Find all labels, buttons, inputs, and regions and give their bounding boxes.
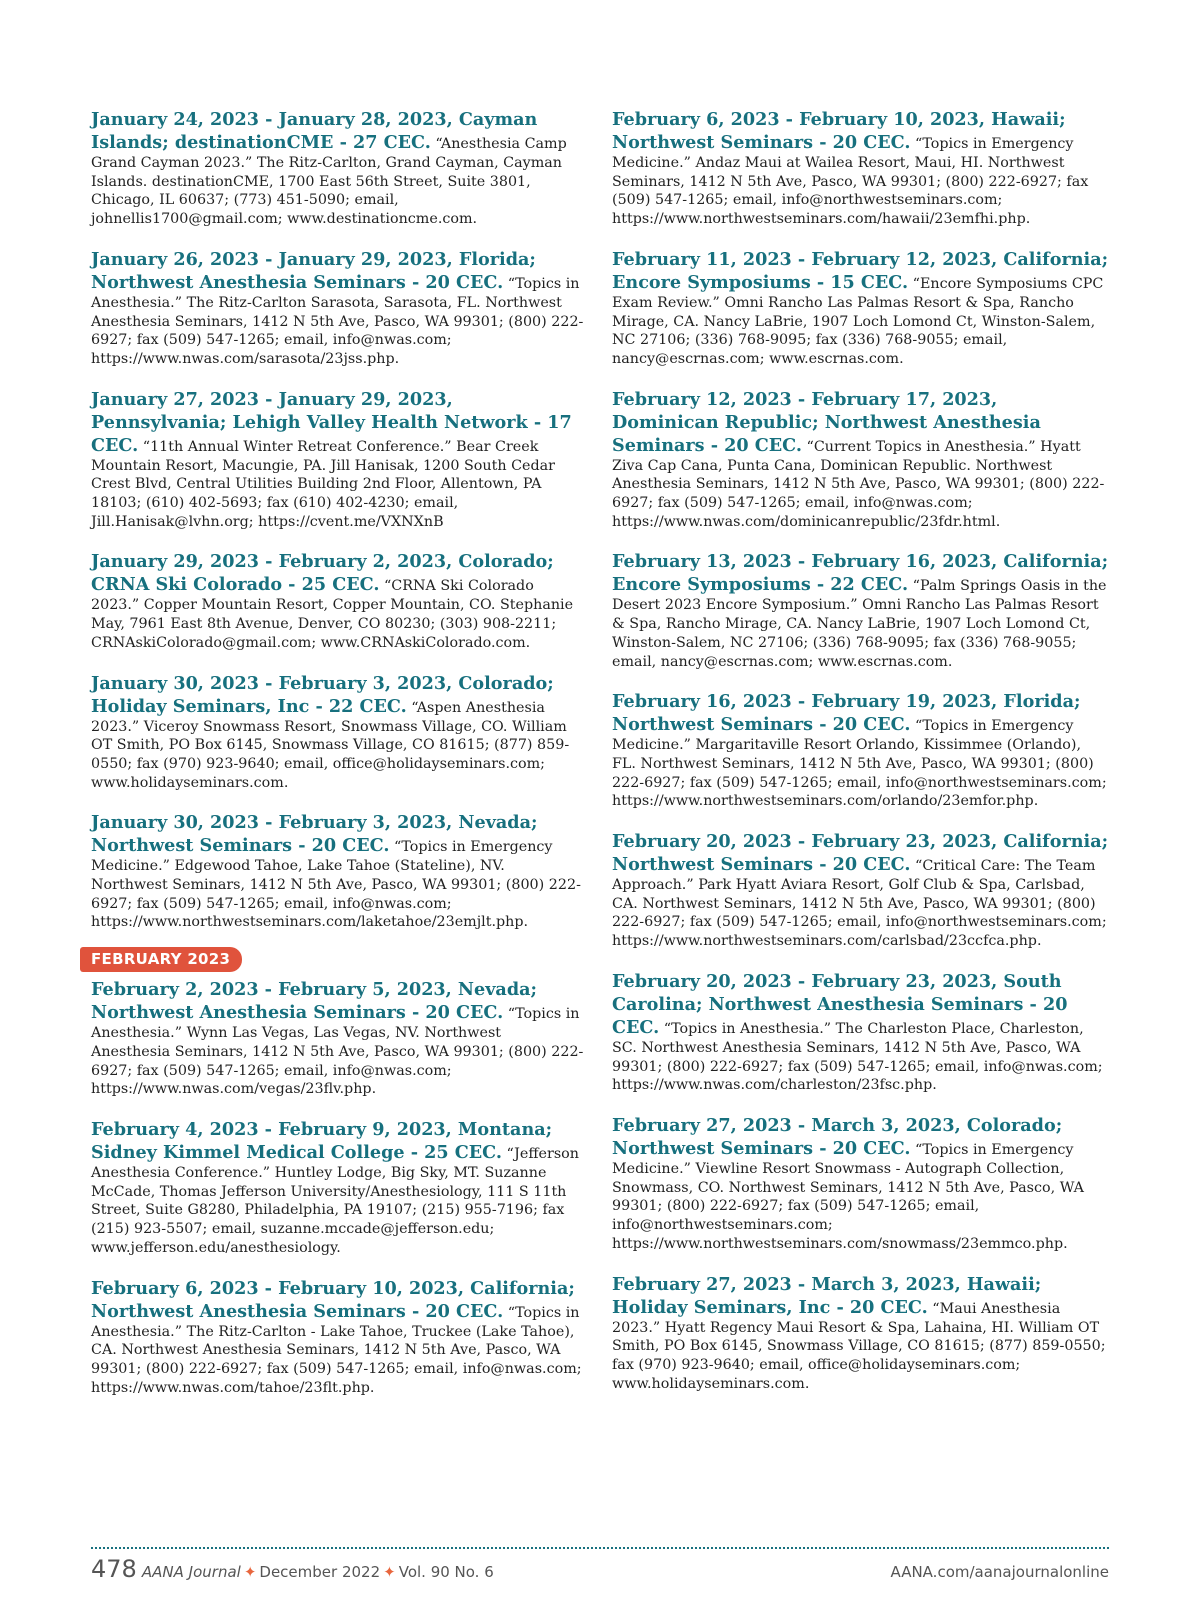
event-details: “Palm Springs Oasis in the Desert 2023 Encore Symposium.” Omni Rancho Las Palmas Resort & Spa, Rancho Mirage, CA. Nancy LaBrie, 1907 Loch Lomond Ct, Winston-Salem, NC 27106; (336) 768-9095; fax (336) 768-9055; email, nancy@escrnas.com; www.escrnas.com. <box>612 578 1107 670</box>
event-details: “Jefferson Anesthesia Conference.” Huntley Lodge, Big Sky, MT. Suzanne McCade, Thomas Jefferson University/Anesthesiology, 111 S 11th Street, Suite G8280, Philadelphia, PA 19107; (215) 955-7196; fax (215) 923-5507; email, suzanne.mccade@jefferson.edu; www.jefferson.edu/anesthesiology. <box>91 1145 579 1256</box>
event-entry <box>612 970 1109 1095</box>
event-details: “Topics in Anesthesia.” Wynn Las Vegas, Las Vegas, NV. Northwest Anesthesia Seminars, 1412 N 5th Ave, Pasco, WA 99301; (800) 222-6927; fax (509) 547-1265; email, info@nwas.com; https://www.nwas.com/vegas/23flv.php. <box>91 1006 584 1098</box>
event-heading: February 27, 2023 - March 3, 2023, Colorado; Northwest Seminars - 20 CEC. <box>612 1114 1063 1159</box>
event-heading: February 4, 2023 - February 9, 2023, Montana; Sidney Kimmel Medical College - 25 CEC. <box>91 1118 553 1163</box>
separator-icon: ✦ <box>383 1563 396 1581</box>
event-entry <box>612 1114 1109 1254</box>
event-heading: February 11, 2023 - February 12, 2023, California; Encore Symposiums - 15 CEC. <box>612 248 1109 293</box>
event-heading: January 30, 2023 - February 3, 2023, Nevada; Northwest Seminars - 20 CEC. <box>91 812 538 857</box>
journal-url[interactable]: AANA.com/aanajournalonline <box>890 1563 1109 1581</box>
event-details: “CRNA Ski Colorado 2023.” Copper Mountain Resort, Copper Mountain, CO. Stephanie May, 7961 East 8th Avenue, Denver, CO 80230; (303) 908-2211; CRNAskiColorado@gmail.com; www.CRNAskiColorado.com. <box>91 578 574 651</box>
event-heading: February 6, 2023 - February 10, 2023, California; Northwest Anesthesia Seminars - 20 CEC. <box>91 1277 575 1322</box>
event-details: “11th Annual Winter Retreat Conference.” Bear Creek Mountain Resort, Macungie, PA. Jill Hanisak, 1200 South Cedar Crest Blvd, Central Utilities Building 2nd Floor, Allentown, PA 18103; (610) 402-5693; fax (610) 402-4230; email, Jill.Hanisak@lvhn.org; https://cvent.me/VXNXnB <box>91 438 555 530</box>
event-heading: January 29, 2023 - February 2, 2023, Colorado; CRNA Ski Colorado - 25 CEC. <box>91 551 554 596</box>
separator-icon: ✦ <box>243 1563 257 1581</box>
right-column <box>612 108 1109 1412</box>
event-entry <box>91 1118 584 1258</box>
volume-issue: Vol. 90 No. 6 <box>398 1563 494 1581</box>
event-heading: February 16, 2023 - February 19, 2023, Florida; Northwest Seminars - 20 CEC. <box>612 691 1081 736</box>
month-badge: FEBRUARY 2023 <box>80 947 242 972</box>
event-entry <box>91 550 584 652</box>
event-details: “Current Topics in Anesthesia.” Hyatt Ziva Cap Cana, Punta Cana, Dominican Republic. Northwest Anesthesia Seminars, 1412 N 5th Ave, Pasco, WA 99301; (800) 222-6927; fax (509) 547-1265; email, info@nwas.com; https://www.nwas.com/dominicanrepublic/23fdr.html. <box>612 438 1105 530</box>
event-entry <box>612 830 1109 951</box>
event-details: “Critical Care: The Team Approach.” Park Hyatt Aviara Resort, Golf Club & Spa, Carlsbad, CA. Northwest Seminars, 1412 N 5th Ave, Pasco, WA 99301; (800) 222-6927; fax (509) 547-1265; email, info@northwestseminars.com; https://www.northwestseminars.com/carlsbad/23ccfca.php. <box>612 858 1107 950</box>
event-entry <box>612 108 1109 229</box>
event-heading: February 13, 2023 - February 16, 2023, California; Encore Symposiums - 22 CEC. <box>612 551 1109 596</box>
event-heading: February 6, 2023 - February 10, 2023, Hawaii; Northwest Seminars - 20 CEC. <box>612 109 1066 153</box>
page-footer <box>91 1557 1109 1587</box>
event-details: “Topics in Anesthesia.” The Charleston Place, Charleston, SC. Northwest Anesthesia Seminars, 1412 N 5th Ave, Pasco, WA 99301; (800) 222-6927; fax (509) 547-1265; email, info@nwas.com; https://www.nwas.com/charleston/23fsc.php. <box>612 1020 1103 1094</box>
event-heading: February 20, 2023 - February 23, 2023, South Carolina; Northwest Anesthesia Seminars - 20 CEC. <box>612 970 1068 1038</box>
event-details: “Topics in Emergency Medicine.” Andaz Maui at Wailea Resort, Maui, HI. Northwest Seminars, 1412 N 5th Ave, Pasco, WA 99301; (800) 222-6927; fax (509) 547-1265; email, info@northwestseminars.com; https://www.northwestseminars.com/hawaii/23emfhi.php. <box>612 136 1089 228</box>
journal-name: AANA Journal <box>141 1563 241 1581</box>
event-heading: January 24, 2023 - January 28, 2023, Cayman Islands; destinationCME - 27 CEC. <box>91 109 538 153</box>
event-entry <box>91 388 584 532</box>
left-column <box>91 108 584 1416</box>
event-heading: February 20, 2023 - February 23, 2023, California; Northwest Seminars - 20 CEC. <box>612 831 1109 876</box>
event-entry <box>91 811 584 932</box>
footer-divider <box>91 1547 1109 1549</box>
event-details: “Anesthesia Camp Grand Cayman 2023.” The Ritz-Carlton, Grand Cayman, Cayman Islands. destinationCME, 1700 East 56th Street, Suite 3801, Chicago, IL 60637; (773) 451-5090; email, johnellis1700@gmail.com; www.destinationcme.com. <box>91 136 567 228</box>
event-entry <box>612 690 1109 811</box>
event-details: “Topics in Anesthesia.” The Ritz-Carlton Sarasota, Sarasota, FL. Northwest Anesthesia Seminars, 1412 N 5th Ave, Pasco, WA 99301; (800) 222-6927; fax (509) 547-1265; email, info@nwas.com; https://www.nwas.com/sarasota/23jss.php. <box>91 275 584 367</box>
event-details: “Maui Anesthesia 2023.” Hyatt Regency Maui Resort & Spa, Lahaina, HI. William OT Smith, PO Box 6145, Snowmass Village, CO 81615; (877) 859-0550; fax (970) 923-9640; email, office@holidayseminars.com; www.holidayseminars.com. <box>612 1300 1106 1392</box>
event-details: “Aspen Anesthesia 2023.” Viceroy Snowmass Resort, Snowmass Village, CO. William OT Smith, PO Box 6145, Snowmass Village, CO 81615; (877) 859-0550; fax (970) 923-9640; email, office@holidayseminars.com; www.holidayseminars.com. <box>91 699 570 791</box>
event-heading: January 30, 2023 - February 3, 2023, Colorado; Holiday Seminars, Inc - 22 CEC. <box>91 672 554 717</box>
event-entry <box>91 108 584 229</box>
event-heading: January 26, 2023 - January 29, 2023, Florida; Northwest Anesthesia Seminars - 20 CEC. <box>91 248 536 293</box>
event-heading: January 27, 2023 - January 29, 2023, Pennsylvania; Lehigh Valley Health Network - 17 CEC. <box>91 388 572 456</box>
event-details: “Topics in Emergency Medicine.” Edgewood Tahoe, Lake Tahoe (Stateline), NV. Northwest Seminars, 1412 N 5th Ave, Pasco, WA 99301; (800) 222-6927; fax (509) 547-1265; email, info@nwas.com; https://www.northwestseminars.com/laketahoe/23emjlt.php. <box>91 839 581 931</box>
event-entry <box>612 388 1109 532</box>
event-entry <box>91 1277 584 1398</box>
event-entry <box>91 248 584 369</box>
event-entry <box>91 978 584 1099</box>
footer-citation <box>91 1555 494 1583</box>
event-entry <box>91 672 584 793</box>
event-heading: February 2, 2023 - February 5, 2023, Nevada; Northwest Anesthesia Seminars - 20 CEC. <box>91 979 538 1024</box>
issue-date: December 2022 <box>259 1563 381 1581</box>
event-entry <box>612 550 1109 671</box>
event-details: “Topics in Anesthesia.” The Ritz-Carlton - Lake Tahoe, Truckee (Lake Tahoe), CA. Northwest Anesthesia Seminars, 1412 N 5th Ave, Pasco, WA 99301; (800) 222-6927; fax (509) 547-1265; email, info@nwas.com; https://www.nwas.com/tahoe/23flt.php. <box>91 1304 582 1396</box>
page-number: 478 <box>91 1555 137 1583</box>
event-details: “Topics in Emergency Medicine.” Margaritaville Resort Orlando, Kissimmee (Orlando), FL. Northwest Seminars, 1412 N 5th Ave, Pasco, WA 99301; (800) 222-6927; fax (509) 547-1265; email, info@northwestseminars.com; https://www.northwestseminars.com/orlando/23emfor.php. <box>612 718 1107 810</box>
event-entry <box>612 1273 1109 1394</box>
event-heading: February 12, 2023 - February 17, 2023, Dominican Republic; Northwest Anesthesia Seminars - 20 CEC. <box>612 388 1041 456</box>
event-entry <box>612 248 1109 369</box>
event-details: “Encore Symposiums CPC Exam Review.” Omni Rancho Las Palmas Resort & Spa, Rancho Mirage, CA. Nancy LaBrie, 1907 Loch Lomond Ct, Winston-Salem, NC 27106; (336) 768-9095; fax (336) 768-9055; email, nancy@escrnas.com; www.escrnas.com. <box>612 275 1104 367</box>
event-heading: February 27, 2023 - March 3, 2023, Hawaii; Holiday Seminars, Inc - 20 CEC. <box>612 1273 1042 1318</box>
event-details: “Topics in Emergency Medicine.” Viewline Resort Snowmass - Autograph Collection, Snowmass, CO. Northwest Seminars, 1412 N 5th Ave, Pasco, WA 99301; (800) 222-6927; fax (509) 547-1265; email, info@northwestseminars.com; https://www.northwestseminars.com/snowmass/23emmco.php. <box>612 1141 1085 1252</box>
